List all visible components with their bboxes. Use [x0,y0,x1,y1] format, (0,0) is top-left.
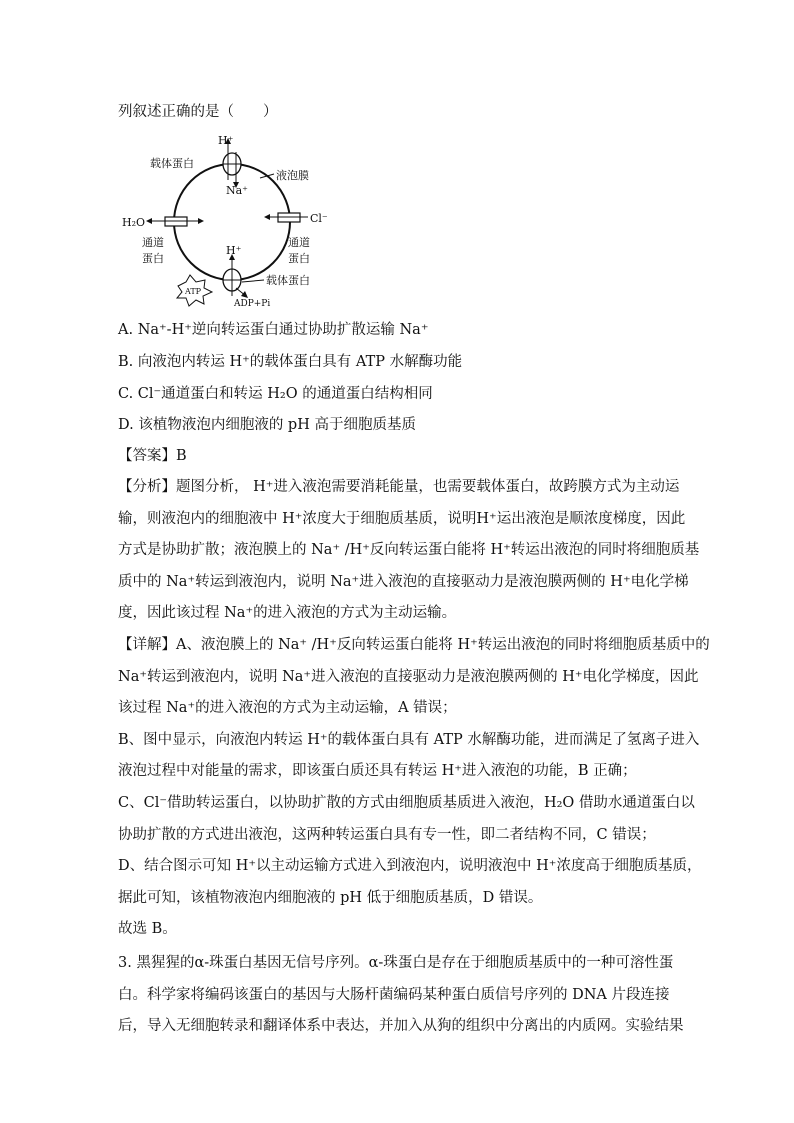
na-ion-label: Na⁺ [226,184,248,197]
answer-line: 【答案】B [118,448,187,464]
left-channel-label-1: 通道 [142,236,164,249]
analysis-line: 【分析】题图分析， H⁺进入液泡需要消耗能量，也需要载体蛋白，故跨膜方式为主动运 [118,479,680,495]
detail-paragraph [118,630,710,946]
h2o-label: H₂O [122,216,146,229]
analysis-line: 质中的 Na⁺转运到液泡内，说明 Na⁺进入液泡的直接驱动力是液泡膜两侧的 H⁺电化学梯 [118,573,689,590]
detail-line: 该过程 Na⁺的进入液泡的方式为主动运输，A 错误； [118,700,457,717]
bottom-carrier-protein [223,254,248,298]
detail-line: 液泡过程中对能量的需求，即该蛋白质还具有转运 H⁺进入液泡的功能，B 正确； [118,763,637,780]
analysis-line: 输，则液泡内的细胞液中 H⁺浓度大于细胞质基质，说明H⁺运出液泡是顺浓度梯度，因此 [118,510,686,527]
detail-line: C、Cl⁻借助转运蛋白，以协助扩散的方式由细胞质基质进入液泡，H₂O 借助水通道蛋白以 [118,794,695,811]
option-b: B. 向液泡内转运 H⁺的载体蛋白具有 ATP 水解酶功能 [118,354,463,370]
left-channel-label-2: 蛋白 [142,252,164,265]
carrier-bottom-pointer [242,280,264,282]
right-channel-protein [264,213,308,222]
question-tail: 列叙述正确的是（ ） [118,104,278,120]
left-channel-protein [146,217,204,226]
h-ion-top-label: H⁺ [218,134,234,147]
vacuole-membrane-diagram [112,130,372,310]
right-channel-label-1: 通道 [288,236,310,249]
analysis-line: 方式是协助扩散；液泡膜上的 Na⁺ /H⁺反向转运蛋白能将 H⁺转运出液泡的同时将细胞质基 [118,542,700,559]
atp-label: ATP [185,287,202,296]
analysis-line: 度，因此该过程 Na⁺的进入液泡的方式为主动运输。 [118,605,457,622]
detail-line: B、图中显示，向液泡内转运 H⁺的载体蛋白具有 ATP 水解酶功能，进而满足了氢离子进入 [118,731,700,748]
detail-line: 协助扩散的方式进出液泡，这两种转运蛋白具有专一性，即二者结构不同，C 错误； [118,826,656,843]
question-3-paragraph [118,948,684,1043]
analysis-paragraph [118,472,700,630]
question-3-line: 后，导入无细胞转录和翻译体系中表达，并加入从狗的组织中分离出的内质网。实验结果 [118,1018,684,1035]
question-3-line: 3. 黑猩猩的α-珠蛋白基因无信号序列。α-珠蛋白是存在于细胞质基质中的一种可溶性蛋 [118,955,674,971]
detail-line: 【详解】A、液泡膜上的 Na⁺ /H⁺反向转运蛋白能将 H⁺转运出液泡的同时将细胞质基质中的 [118,637,710,653]
option-c: C. Cl⁻通道蛋白和转运 H₂O 的通道蛋白结构相同 [118,386,433,402]
option-d: D. 该植物液泡内细胞液的 pH 高于细胞质基质 [118,417,416,433]
detail-line: Na⁺转运到液泡内，说明 Na⁺进入液泡的直接驱动力是液泡膜两侧的 H⁺电化学梯度，因此 [118,668,699,685]
detail-line: 故选 B。 [118,921,177,938]
detail-line: D、结合图示可知 H⁺以主动运输方式进入到液泡内，说明液泡中 H⁺浓度高于细胞质基质， [118,858,702,875]
option-a: A. Na⁺-H⁺逆向转运蛋白通过协助扩散运输 Na⁺ [118,322,429,338]
carrier-protein-top-label: 载体蛋白 [150,157,194,170]
adp-pi-label: ADP+Pi [234,299,271,309]
detail-line: 据此可知，该植物液泡内细胞液的 pH 低于细胞质基质，D 错误。 [118,889,543,906]
right-channel-label-2: 蛋白 [288,252,310,265]
question-3-line: 白。科学家将编码该蛋白的基因与大肠杆菌编码某种蛋白质信号序列的 DNA 片段连接 [118,986,670,1003]
cl-ion-label: Cl⁻ [310,212,328,225]
carrier-protein-bottom-label: 载体蛋白 [266,274,310,287]
h-ion-bottom-label: H⁺ [226,244,242,257]
vacuole-membrane-label: 液泡膜 [276,169,309,182]
